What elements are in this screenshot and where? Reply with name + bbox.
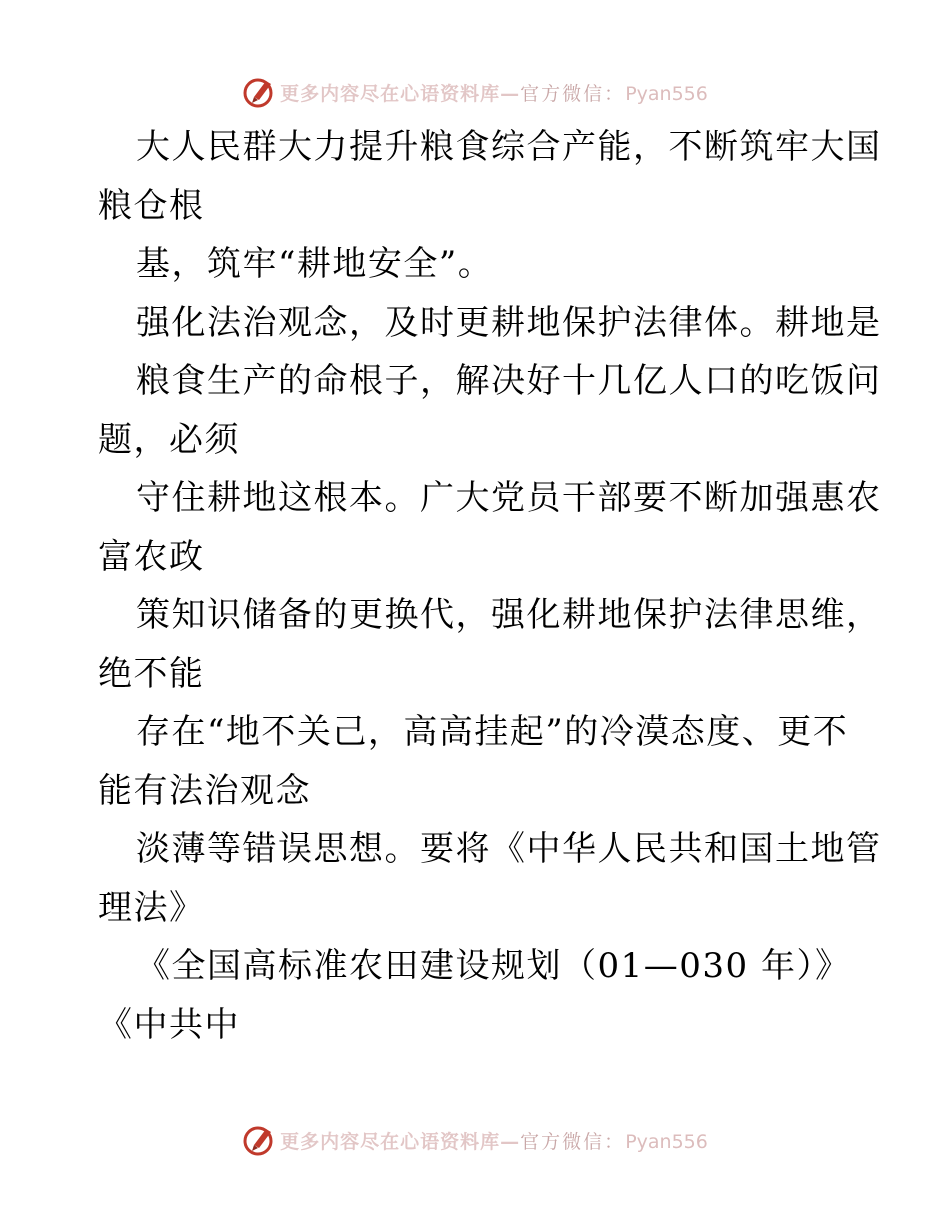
text-line: 存在“地不关己，高高挂起”的冷漠态度、更不: [136, 712, 849, 752]
text-line: 强化法治观念，及时更耕地保护法律体。耕地是: [136, 302, 882, 343]
text-line: 能有法治观念: [98, 770, 311, 811]
document-body: [98, 118, 882, 1054]
text-line: 淡薄等错误思想。要将《中华人民共和国土地管: [136, 829, 882, 869]
header-watermark: [0, 72, 950, 112]
text-line: 大人民群大力提升粮食综合产能，不断筑牢大国: [136, 127, 882, 167]
pen-logo-icon: [242, 1123, 276, 1157]
watermark-wechat-label: 官方微信：: [520, 1130, 626, 1153]
text-line: 策知识储备的更换代，强化耕地保护法律思维，: [136, 595, 882, 635]
text-line: 粮仓根: [98, 185, 205, 226]
watermark-separator: —: [500, 1130, 521, 1153]
watermark-site: 更多内容尽在心语资料库: [280, 1130, 501, 1153]
text-line: 理法》: [98, 887, 205, 928]
text-line: 富农政: [98, 536, 205, 577]
watermark-site: 更多内容尽在心语资料库: [280, 82, 501, 105]
watermark-text: [280, 79, 708, 106]
watermark-wechat-id: Pyan556: [625, 82, 708, 105]
text-line: 绝不能: [98, 653, 205, 694]
text-line: 题，必须: [98, 419, 240, 460]
watermark-separator: —: [500, 82, 521, 105]
watermark-wechat-id: Pyan556: [625, 1130, 708, 1153]
pen-logo-icon: [242, 75, 276, 109]
text-line: 《中共中: [98, 1004, 240, 1045]
watermark-wechat-label: 官方微信：: [520, 82, 626, 105]
footer-watermark: [0, 1120, 950, 1160]
watermark-text: [280, 1127, 708, 1154]
text-line: 粮食生产的命根子，解决好十几亿人口的吃饭问: [136, 361, 882, 401]
text-line: 《全国高标准农田建设规划（01—030 年）》: [136, 946, 851, 986]
text-line: 守住耕地这根本。广大党员干部要不断加强惠农: [136, 478, 882, 518]
text-line: 基，筑牢“耕地安全”。: [136, 244, 494, 284]
